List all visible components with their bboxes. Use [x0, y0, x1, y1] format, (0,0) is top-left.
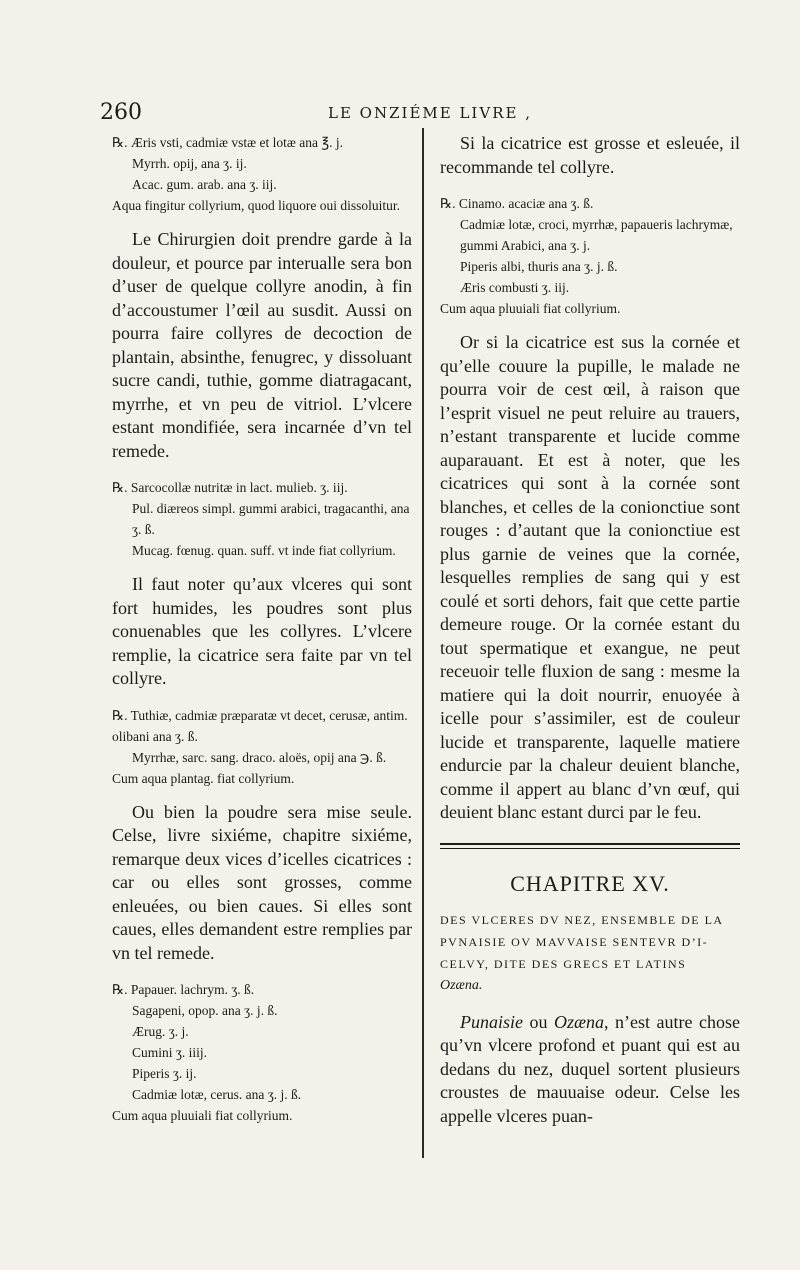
term-punaisie: Punaisie — [460, 1011, 523, 1032]
chapter-description-line: PVNAISIE OV MAVVAISE SENTEVR D’I- — [440, 934, 709, 949]
recipe-line: Æris combusti ʒ. iij. — [460, 280, 570, 295]
recipe-line: Ærug. ʒ. j. — [132, 1024, 189, 1039]
chapter-description-line: Ozæna. — [440, 977, 483, 993]
recipe-line: ℞. Cinamo. acaciæ ana ʒ. ß. — [440, 196, 594, 211]
recipe-line: Cadmiæ lotæ, croci, myrrhæ, papaueris lachrymæ, gummi Arabici, ana ʒ. j. — [460, 217, 733, 253]
chapter-title: CHAPITRE XV. — [510, 870, 670, 896]
recipe-line: Acac. gum. arab. ana ʒ. iij. — [132, 177, 277, 192]
left-column — [112, 132, 412, 1138]
recipe-line: Cadmiæ lotæ, cerus. ana ʒ. j. ß. — [132, 1087, 302, 1102]
body-paragraph: Il faut noter qu’aux vlceres qui sont fort humides, les poudres sont plus conuenables que les collyres. L’vlcere remplie, la cicatrice sera faite par vn tel collyre. — [112, 574, 412, 688]
recipe-line: ℞. Papauer. lachrym. ʒ. ß. — [112, 982, 255, 997]
term-ozaena: Ozæna — [554, 1011, 605, 1032]
recipe-line: Pul. diæreos simpl. gummi arabici, tragacanthi, ana ʒ. ß. — [132, 501, 410, 537]
recipe-line: Myrrh. opij, ana ʒ. ij. — [132, 156, 247, 171]
recipe-line: Myrrhæ, sarc. sang. draco. aloës, opij ana ℈. ß. — [132, 749, 387, 765]
recipe-line: Cum aqua plantag. fiat collyrium. — [112, 770, 295, 786]
recipe-line: Sagapeni, opop. ana ʒ. j. ß. — [132, 1003, 278, 1018]
column-rule — [422, 128, 424, 1158]
page-number: 260 — [100, 100, 142, 125]
recipe-line: Piperis albi, thuris ana ʒ. j. ß. — [460, 259, 618, 274]
recipe-block — [112, 979, 412, 1126]
body-paragraph: Or si la cicatrice est sus la cornée et qu’elle couure la pupille, le malade ne pourra voir de cest œil, à raison que l’esprit visuel ne peut reluire au trauers, n’estant transparente et lucide comme auparauant. Et est à noter, que les cicatrices qui sont à la cornée sont blanches, et celles de la conionctiue sont rouges : d’autant que la conionctiue est plus garnie de veines que la cornée, lesquelles remplies de sang qui y est coulé et sorti dehors, fait que cette partie demeure rouge. Or la cornée estant du tout spermatique et exangue, ne peut receuoir telle fluxion de sang : mesme la matiere qui la doit nourrir, enuoyée à icelle pour s’assimiler, est de couleur lucide et transparente, laquelle matiere endurcie par la chaleur deuient blanche, comme il appert au blanc d’vn œuf, qui deuient blanc estant durci par le feu. — [440, 332, 740, 822]
recipe-line: ℞. Sarcocollæ nutritæ in lact. mulieb. ʒ. iij. — [112, 480, 348, 495]
right-column — [440, 132, 740, 1142]
section-divider — [440, 843, 740, 849]
body-paragraph: Ou bien la poudre sera mise seule. Celse, livre sixiéme, chapitre sixiéme, remarque deux vices d’icelles cicatrices : car ou elles sont grosses, comme enleuées, ou bien caues. Si elles sont caues, elles demandent estre remplies par vn tel remede. — [112, 801, 412, 963]
chapter-description — [440, 909, 740, 997]
recipe-block — [440, 193, 740, 319]
divider-rule — [440, 848, 740, 849]
recipe-line: Aqua fingitur collyrium, quod liquore oui dissoluitur. — [112, 198, 400, 213]
recipe-line: Cumini ʒ. iiij. — [132, 1045, 208, 1060]
text-fragment: ou — [523, 1011, 555, 1032]
recipe-line: ℞. Æris vsti, cadmiæ vstæ et lotæ ana ℥. j. — [112, 135, 344, 150]
recipe-line: Cum aqua pluuiali fiat collyrium. — [112, 1108, 293, 1123]
chapter-description-line: DES VLCERES DV NEZ, ENSEMBLE DE LA — [440, 912, 724, 927]
recipe-line: Mucag. fœnug. quan. suff. vt inde fiat collyrium. — [132, 543, 396, 558]
recipe-line: ℞. Tuthiæ, cadmiæ præparatæ vt decet, cerusæ, antim. olibani ana ʒ. ß. — [112, 707, 408, 744]
running-title: LE ONZIÉME LIVRE , — [328, 104, 532, 122]
recipe-block — [112, 705, 412, 789]
body-paragraph: Si la cicatrice est grosse et esleuée, il recommande tel collyre. — [440, 133, 740, 177]
recipe-block — [112, 132, 412, 216]
recipe-block — [112, 477, 412, 561]
body-paragraph: Le Chirurgien doit prendre garde à la douleur, et pource par interualle sera bon d’user de quelque collyre anodin, à fin d’accoustumer l’œil au susdit. Aussi on pourra faire collyres de decoction de plantain, absinthe, fenugrec, y dissoluant sucre candi, tuthie, gomme diatragacant, myrrhe, et vn peu de vitriol. L’vlcere estant mondifiée, sera incarnée d’vn tel remede. — [112, 229, 412, 461]
page-header — [100, 100, 760, 126]
text-fragment: , n’est autre chose qu’vn vlcere profond et puant qui est au dedans du nez, duquel sortent plusieurs croustes de mauuaise odeur. Celse les appelle vlceres puan- — [440, 1011, 740, 1126]
recipe-line: Cum aqua pluuiali fiat collyrium. — [440, 301, 621, 316]
body-paragraph — [440, 1011, 740, 1129]
divider-rule — [440, 843, 740, 845]
recipe-line: Piperis ʒ. ij. — [132, 1066, 197, 1081]
chapter-description-line: CELVY, DITE DES GRECS ET LATINS — [440, 956, 687, 971]
